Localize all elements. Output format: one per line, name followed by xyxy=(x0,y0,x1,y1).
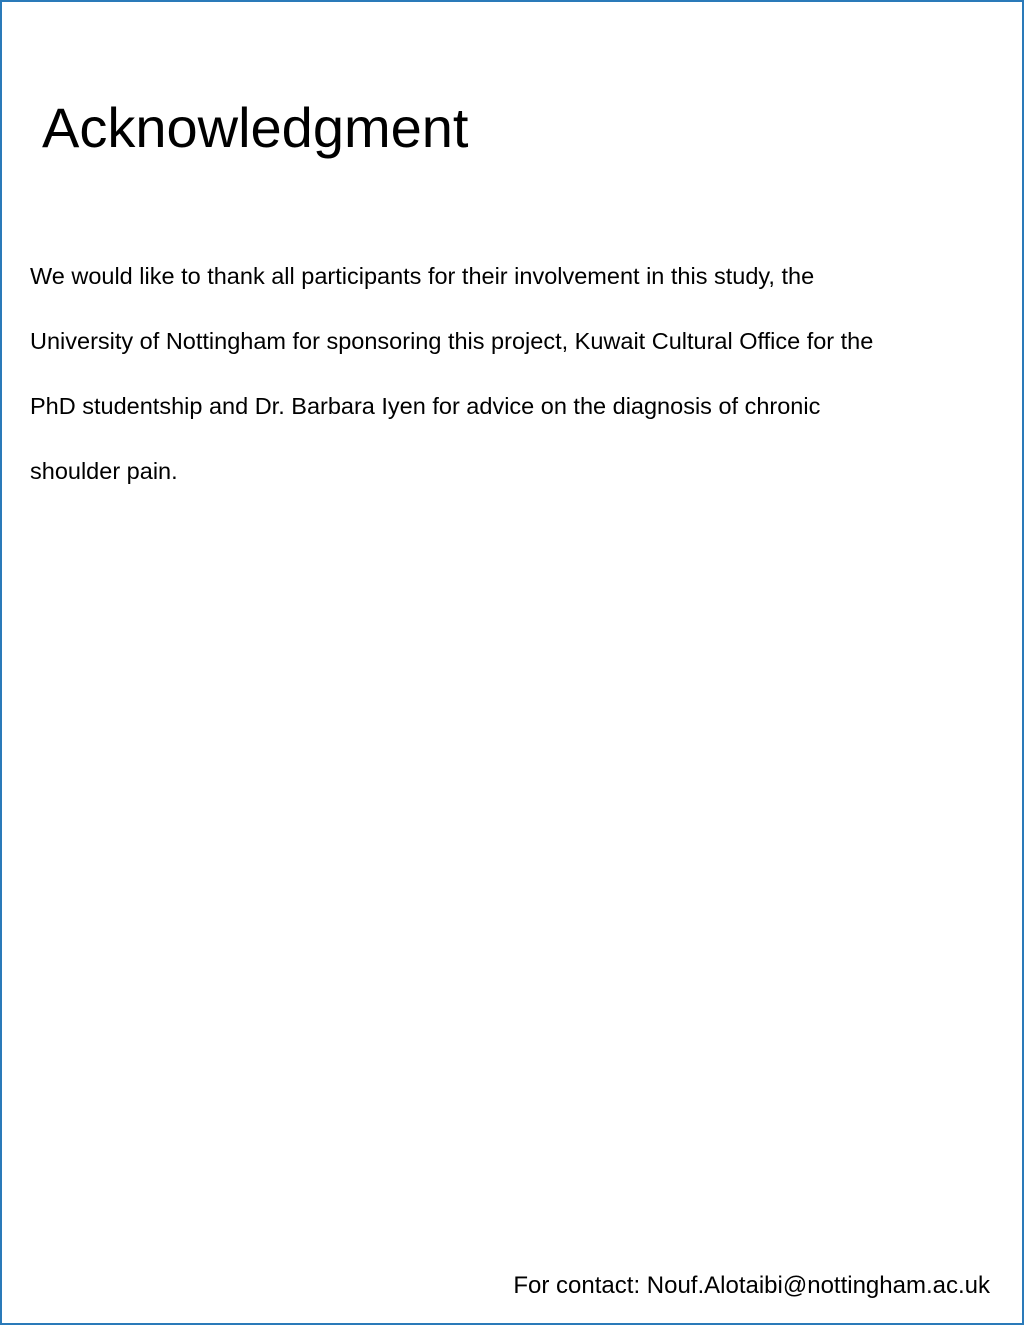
acknowledgment-paragraph xyxy=(30,244,1005,504)
paragraph-line: shoulder pain. xyxy=(30,458,178,484)
paragraph-line: PhD studentship and Dr. Barbara Iyen for advice on the diagnosis of chronic xyxy=(30,393,821,419)
paragraph-line: University of Nottingham for sponsoring this project, Kuwait Cultural Office for the xyxy=(30,328,874,354)
contact-line: For contact: Nouf.Alotaibi@nottingham.ac.uk xyxy=(513,1272,990,1299)
page-title: Acknowledgment xyxy=(42,96,469,159)
paragraph-line: We would like to thank all participants for their involvement in this study, the xyxy=(30,263,815,289)
